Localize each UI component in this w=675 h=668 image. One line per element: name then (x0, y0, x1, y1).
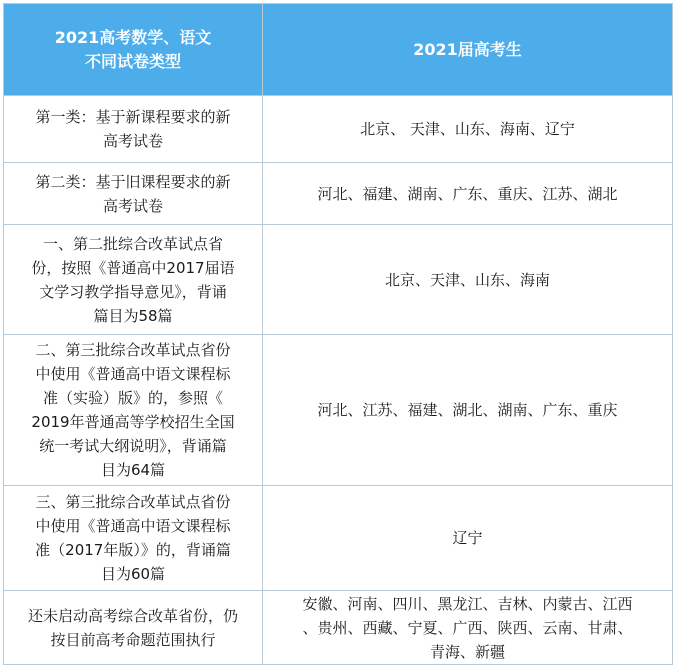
cell-line: 北京、 天津、山东、海南、辽宁 (360, 120, 575, 138)
cell-line: 目为60篇 (100, 565, 166, 583)
cell-line: 准（2017年版）》的，背诵篇 (35, 541, 231, 559)
cell-line: 2019年普通高等学校招生全国 (31, 413, 235, 431)
cell-line: 河北、福建、湖南、广东、重庆、江苏、湖北 (317, 184, 618, 203)
cell-line: 中使用《普通高中语文课程标 (35, 517, 231, 535)
exam-type-cell (4, 163, 263, 225)
cell-line: 北京、天津、山东、海南 (384, 270, 550, 289)
cell-line: 第一类：基于新课程要求的新 (35, 108, 231, 126)
cell-line: 辽宁 (452, 529, 483, 547)
exam-type-cell (4, 225, 263, 335)
exam-type-cell (4, 96, 263, 163)
cell-line: 文学习教学指导意见》，背诵 (39, 282, 227, 301)
cell-line: 一、第二批综合改革试点省 (42, 234, 223, 253)
regions-cell (263, 486, 673, 591)
cell-line: 安徽、河南、四川、黑龙江、吉林、内蒙古、江西 (302, 594, 633, 613)
cell-line: 目为64篇 (100, 461, 166, 479)
header-row (4, 4, 673, 96)
cell-line: 高考试卷 (102, 196, 163, 215)
table-row (4, 96, 673, 163)
cell-line: 统一考试大纲说明》，背诵篇 (39, 437, 227, 455)
exam-type-table (3, 3, 673, 665)
regions-cell (263, 96, 673, 163)
header-line: 不同试卷类型 (84, 51, 181, 71)
cell-line: 、贵州、西藏、宁夏、广西、陕西、云南、甘肃、 (302, 618, 633, 637)
exam-type-cell (4, 591, 263, 665)
exam-type-cell (4, 335, 263, 486)
cell-line: 河北、江苏、福建、湖北、湖南、广东、重庆 (317, 401, 618, 419)
cell-line: 还未启动高考综合改革省份，仍 (27, 606, 238, 625)
regions-cell (263, 335, 673, 486)
header-candidates: 2021届高考生 (263, 4, 673, 96)
table-row (4, 163, 673, 225)
cell-line: 准（实验）版》的，参照《 (42, 389, 223, 407)
cell-line: 二、第三批综合改革试点省份 (35, 341, 231, 359)
cell-line: 第二类：基于旧课程要求的新 (35, 172, 231, 191)
table-row (4, 335, 673, 486)
cell-line: 三、第三批综合改革试点省份 (35, 493, 231, 511)
header-line: 2021高考数学、语文 (54, 27, 212, 47)
cell-line: 青海、新疆 (429, 642, 505, 661)
cell-line: 按目前高考命题范围执行 (50, 630, 216, 649)
header-exam-type (4, 4, 263, 96)
regions-cell (263, 225, 673, 335)
table-row (4, 225, 673, 335)
regions-cell (263, 591, 673, 665)
cell-line: 中使用《普通高中语文课程标 (35, 365, 231, 383)
cell-line: 高考试卷 (102, 132, 163, 150)
exam-type-cell (4, 486, 263, 591)
cell-line: 份，按照《普通高中2017届语 (31, 258, 235, 277)
regions-cell (263, 163, 673, 225)
table-row (4, 486, 673, 591)
cell-line: 篇目为58篇 (93, 306, 173, 325)
table-row (4, 591, 673, 665)
